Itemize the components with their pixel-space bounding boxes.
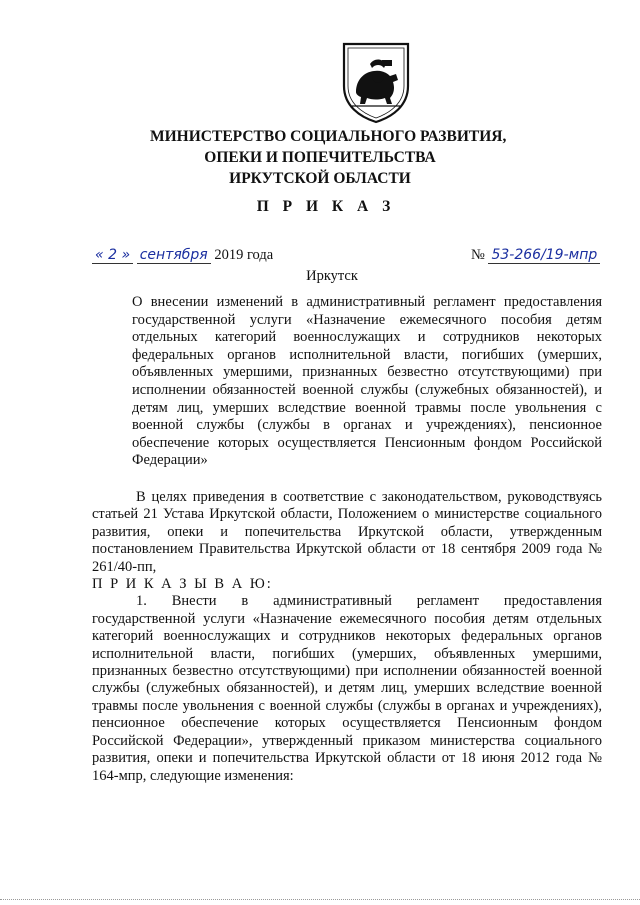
scan-edge-divider — [0, 899, 640, 900]
ministry-line-2: ОПЕКИ И ПОПЕЧИТЕЛЬСТВА — [204, 149, 436, 166]
ministry-line-3: ИРКУТСКОЙ ОБЛАСТИ — [229, 170, 411, 187]
city-name: Иркутск — [306, 268, 358, 284]
order-number — [471, 247, 600, 264]
date-month: сентября — [137, 247, 211, 264]
item-1-paragraph: 1. Внести в административный регламент предоставления государственной услуги «Назначение ежемесячного пособия детям отдельных категорий военнослужащих и сотрудников некоторых федеральных органов исполнительной власти, погибших (умерших, объявленных умершими, признанных безвестно отсутствующими) при исполнении обязанностей военной службы (служебных обязанностей), и детям лиц, умерших вследствие военной травмы после увольнения с военной службы (службы в органах и учреждениях), пенсионное обеспечение которых осуществляется Пенсионным фондом Российской Федерации», утвержденный приказом министерства социального развития, опеки и попечительства Иркутской области от 18 июня 2012 года № 164-мпр, следующие изменения: — [92, 593, 602, 784]
ministry-line-1: МИНИСТЕРСТВО СОЦИАЛЬНОГО РАЗВИТИЯ, — [150, 128, 507, 145]
date-open-quote: « 2 » — [92, 247, 133, 264]
date-day: 2 — [108, 247, 118, 263]
order-body — [92, 489, 602, 785]
order-title: П Р И К А З — [256, 198, 396, 215]
number-label: № — [471, 247, 485, 263]
order-date — [92, 247, 273, 264]
date-year: 2019 года — [214, 247, 274, 263]
ministry-name — [150, 126, 507, 189]
coat-of-arms-icon — [338, 40, 414, 124]
decree-word: П Р И К А З Ы В А Ю: — [92, 576, 273, 593]
number-value: 53-266/19-мпр — [488, 247, 600, 264]
order-subject: О внесении изменений в административный регламент предоставления государственной услуги «Назначение ежемесячного пособия детям отдельных категорий военнослужащих и сотрудников некоторых федеральных органов исполнительной власти, погибших (умерших, объявленных умершими, признанных безвестно отсутствующими) при исполнении обязанностей военной службы (служебных обязанностей), и детям лиц, умерших вследствие военной травмы после увольнения с военной службы (службы в органах и учреждениях), пенсионное обеспечение которых осуществляется Пенсионным фондом Российской Федерации» — [132, 294, 602, 469]
preamble-paragraph: В целях приведения в соответствие с законодательством, руководствуясь статьей 21 Устава Иркутской области, Положением о министерстве социального развития, опеки и попечительства Иркутской области, утвержденным постановлением Правительства Иркутской области от 18 сентября 2009 года № 261/40-пп, — [92, 489, 602, 575]
